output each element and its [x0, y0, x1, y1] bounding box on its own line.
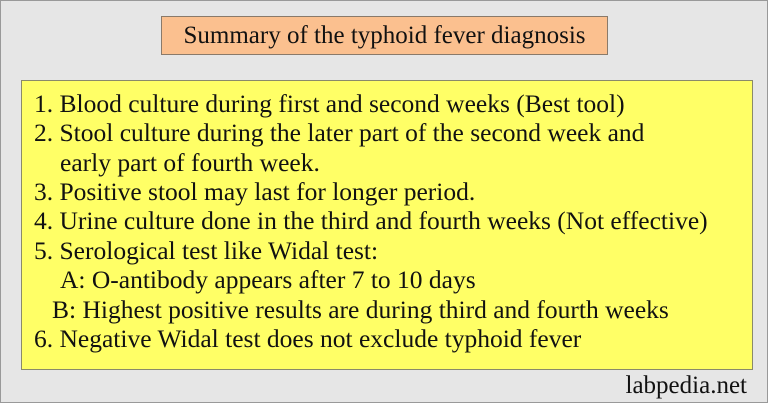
list-item: 5. Serological test like Widal test: [34, 236, 379, 265]
list-item: 2. Stool culture during the later part of the second week and [34, 118, 645, 147]
site-watermark: labpedia.net [625, 372, 747, 399]
list-item: 1. Blood culture during first and second weeks (Best tool) [34, 89, 625, 118]
list-item: 6. Negative Widal test does not exclude typhoid fever [34, 324, 582, 353]
summary-box [21, 80, 753, 370]
sub-item: A: O-antibody appears after 7 to 10 days [60, 265, 476, 294]
sub-item: B: Highest positive results are during third and fourth weeks [52, 295, 669, 324]
list-item: 4. Urine culture done in the third and fourth weeks (Not effective) [34, 206, 708, 235]
list-item-continuation: early part of fourth week. [60, 148, 320, 177]
page-title: Summary of the typhoid fever diagnosis [161, 16, 608, 55]
list-item: 3. Positive stool may last for longer period. [34, 177, 476, 206]
